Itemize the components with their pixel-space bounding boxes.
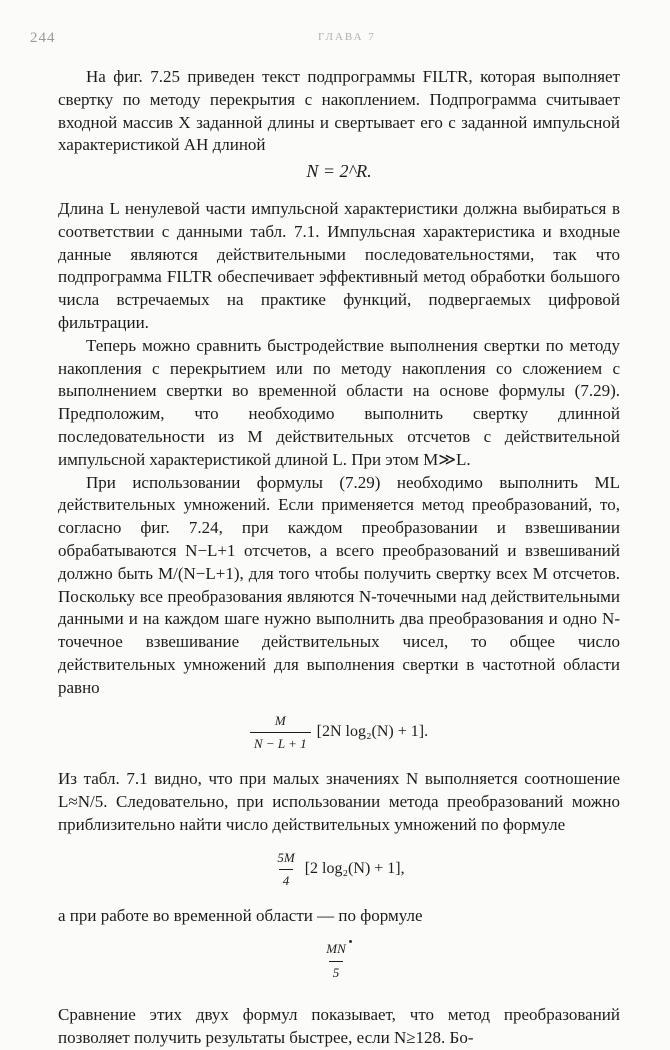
fraction-denominator: 5 [329, 961, 344, 985]
paragraph-1: На фиг. 7.25 приведен текст подпрограммы FILTR, которая выполняет свертку по методу перекрытия с накоплением. Подпрограмма считывает входной массив X заданной длины и свертывает его с заданной импульсной характеристикой АН длиной [58, 67, 620, 155]
page-number: 244 [30, 30, 56, 46]
fraction-numerator: M [274, 712, 286, 728]
print-speck [349, 940, 352, 943]
formula-expression: [2N log₂(N) + 1]. [316, 723, 429, 741]
paragraph-6: а при работе во временной области — по формуле [58, 906, 423, 926]
fraction [273, 847, 298, 894]
paragraph-7: Сравнение этих двух формул показывает, что метод преобразований позволяет получить результаты быстрее, если N≥128. Бо- [58, 1005, 620, 1048]
formula-expression: [2 log₂(N) + 1], [304, 860, 405, 878]
paragraph-2: Длина L ненулевой части импульсной характеристики должна выбираться в соответствии с данными табл. 7.1. Импульсная характеристика и входные данные являются действительными последовательностями, так что подпрограмма FILTR обеспечивает эффективный метод обработки большого числа встречаемых на практике функций, подвергаемых цифровой фильтрации. [58, 198, 620, 332]
formula-frequency-domain [58, 710, 620, 757]
running-header: ГЛАВА 7 [318, 31, 376, 43]
paragraph-5: Из табл. 7.1 видно, что при малых значениях N выполняется соотношение L≈N/5. Следовательно, при использовании метода преобразований можно приблизительно найти число действительных умножений по формуле [58, 769, 620, 834]
fraction [322, 938, 350, 985]
fraction [250, 710, 311, 757]
paragraph-4: При использовании формулы (7.29) необходимо выполнить ML действительных умножений. Если применяется метод преобразований, то, согласно фиг. 7.24, при каждом преобразовании и взвешивании обрабатываются N−L+1 отсчетов, а всего преобразований и взвешиваний должно быть M/(N−L+1), для того чтобы получить свертку всех M отсчетов. Поскольку все преобразования являются N-точечными над действительными данными и на каждом шаге нужно выполнить два преобразования и одно N-точечное взвешивание действительных чисел, то общее число действительных умножений для выполнения свертки в частотной области равно [58, 472, 620, 697]
page-body [58, 66, 620, 1050]
formula-approx-transform [58, 847, 620, 894]
fraction-numerator: 5M [277, 849, 295, 865]
fraction-denominator: N − L + 1 [250, 732, 311, 756]
fraction-denominator: 4 [279, 869, 294, 893]
formula-n-equals-2r: N = 2^R. [306, 161, 372, 182]
formula-time-domain [58, 938, 620, 985]
paragraph-3: Теперь можно сравнить быстродействие выполнения свертки по методу накопления с перекрытием или по методу накопления со сложением с выполнением свертки во временной области на основе формулы (7.29). Предположим, что необходимо выполнить свертку длинной последовательности из M действительных отсчетов с действительной импульсной характеристикой длиной L. При этом M≫L. [58, 335, 620, 469]
fraction-numerator: MN [326, 940, 346, 956]
